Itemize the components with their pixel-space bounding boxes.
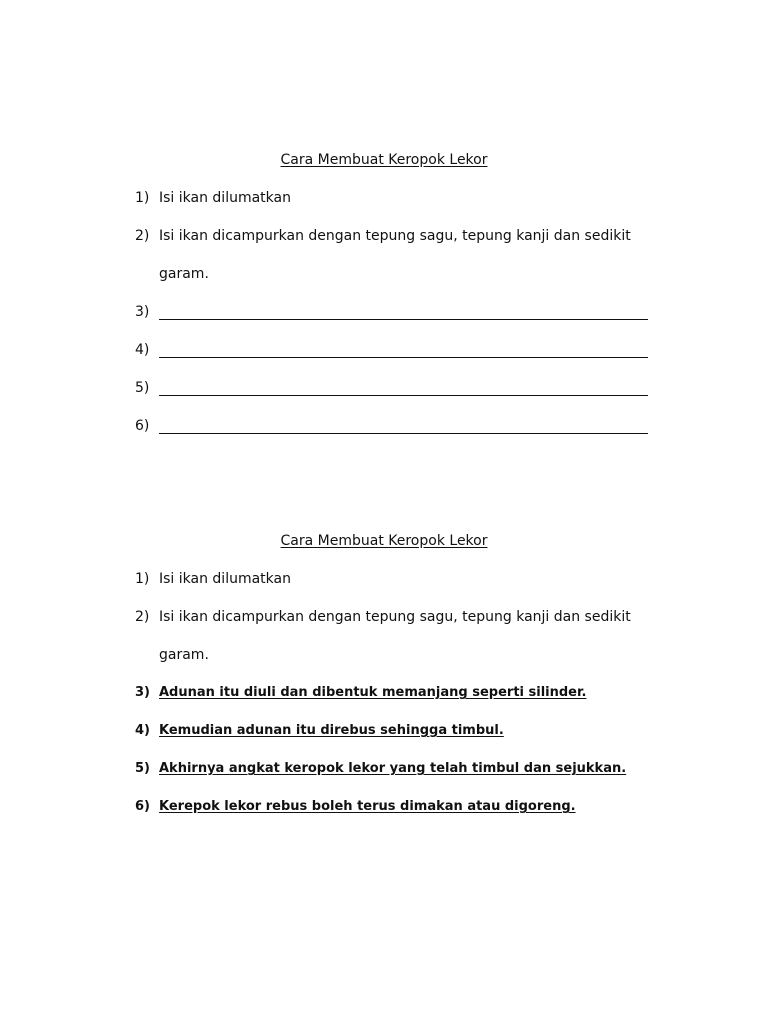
step-number: 2) — [135, 609, 150, 625]
step-number: 5) — [135, 380, 150, 396]
worksheet-title: Cara Membuat Keropok Lekor — [280, 152, 488, 168]
worksheet-step-2-continuation: garam. — [159, 266, 209, 282]
step-number: 3) — [135, 304, 150, 320]
answer-blank-line — [159, 357, 648, 358]
step-number: 1) — [135, 190, 150, 206]
step-answer-text: Adunan itu diuli dan dibentuk memanjang seperti silinder. — [159, 685, 587, 700]
step-number: 5) — [135, 761, 150, 776]
step-text: Isi ikan dicampurkan dengan tepung sagu, tepung kanji dan sedikit — [159, 228, 631, 244]
step-answer-text: Kerepok lekor rebus boleh terus dimakan atau digoreng. — [159, 799, 576, 814]
step-number: 6) — [135, 418, 150, 434]
step-answer-text: Kemudian adunan itu direbus sehingga timbul. — [159, 723, 504, 738]
answer-blank-line — [159, 433, 648, 434]
answer-blank-line — [159, 319, 648, 320]
step-number: 3) — [135, 685, 150, 700]
answer-title: Cara Membuat Keropok Lekor — [280, 533, 488, 549]
step-text: Isi ikan dilumatkan — [159, 571, 291, 587]
step-number: 4) — [135, 723, 150, 738]
step-number: 1) — [135, 571, 150, 587]
step-number: 6) — [135, 799, 150, 814]
answer-step-2-continuation: garam. — [159, 647, 209, 663]
step-text: Isi ikan dicampurkan dengan tepung sagu, tepung kanji dan sedikit — [159, 609, 631, 625]
step-number: 4) — [135, 342, 150, 358]
step-answer-text: Akhirnya angkat keropok lekor yang telah timbul dan sejukkan. — [159, 761, 627, 776]
step-text: Isi ikan dilumatkan — [159, 190, 291, 206]
answer-blank-line — [159, 395, 648, 396]
step-number: 2) — [135, 228, 150, 244]
